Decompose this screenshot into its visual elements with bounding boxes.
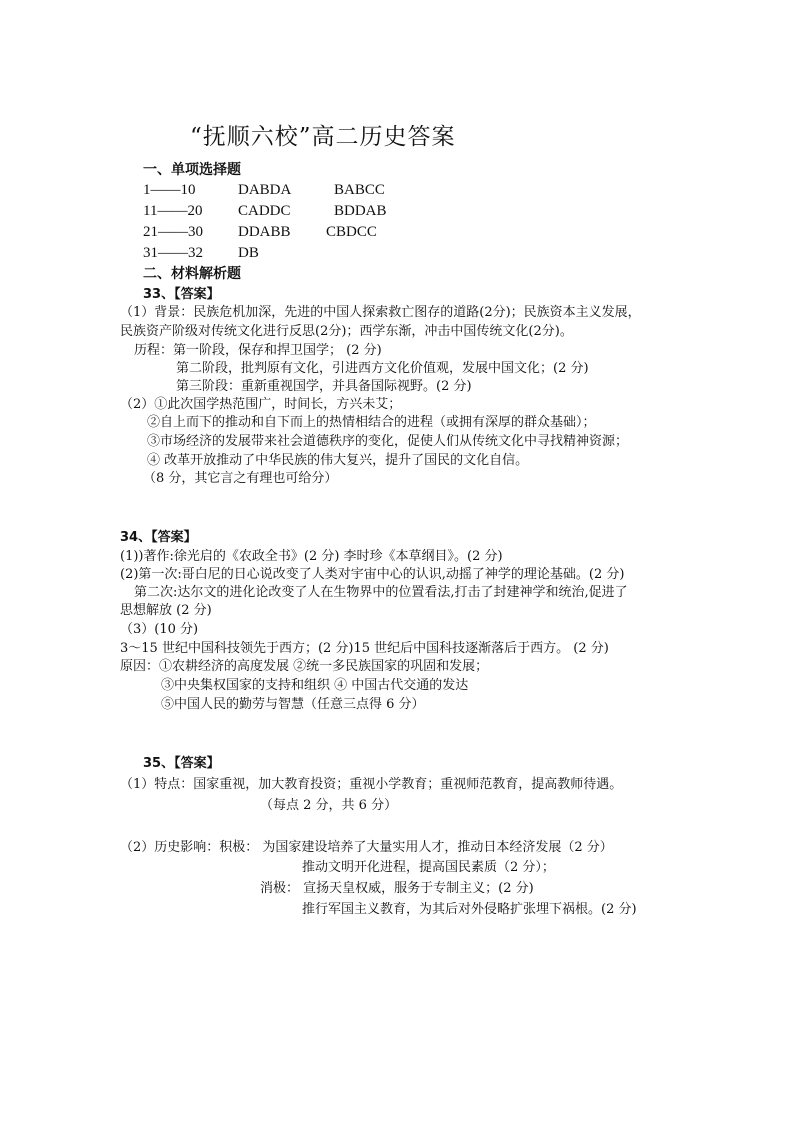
q33-line: ②自上而下的推动和自下而上的热情相结合的进程（或拥有深厚的群众基础）； — [147, 415, 596, 430]
q34-line: 思想解放 (2 分) — [120, 603, 212, 618]
page-title: “抚顺六校”高二历史答案 — [190, 124, 456, 150]
q34-line: （3）(10 分) — [120, 622, 199, 637]
q33-line: 第三阶段：重新重视国学，并具备国际视野。(2 分) — [176, 379, 472, 394]
q33-line: （2）①此次国学热范围广，时间长，方兴未艾； — [120, 397, 402, 412]
answer-group-a: DB — [238, 245, 259, 261]
q35-line: （1）特点：国家重视，加大教育投资；重视小学教育；重视师范教育，提高教师待遇。 — [120, 777, 623, 792]
q35-line: 消极： 宣扬天皇权威，服务于专制主义；(2 分) — [260, 881, 534, 896]
q33-line: ④ 改革开放推动了中华民族的伟大复兴，提升了国民的文化自信。 — [147, 453, 529, 468]
q34-line: 3～15 世纪中国科技领先于西方；(2 分)15 世纪后中国科技逐渐落后于西方。 (2 分) — [120, 641, 609, 656]
answer-range: 21——30 — [143, 224, 203, 240]
q33-line: 民族资产阶级对传统文化进行反思(2分)；西学东渐，冲击中国传统文化(2分)。 — [120, 324, 573, 339]
answer-group-b: CBDCC — [326, 224, 377, 240]
q33-line: 历程：第一阶段，保存和捍卫国学； (2 分) — [134, 343, 382, 358]
q35-line: 推行军国主义教育，为其后对外侵略扩张埋下祸根。(2 分) — [302, 902, 637, 917]
section-heading-material-analysis: 二、材料解析题 — [143, 266, 241, 282]
q35-line: （每点 2 分，共 6 分） — [260, 798, 398, 813]
answer-range: 1——10 — [143, 182, 196, 198]
q33-line: ③市场经济的发展带来社会道德秩序的变化，促使人们从传统文化中寻找精神资源； — [147, 434, 629, 449]
q34-line: ③中央集权国家的支持和组织 ④ 中国古代交通的发达 — [161, 678, 469, 693]
answer-group-a: CADDC — [238, 203, 291, 219]
q35-line: 推动文明开化进程，提高国民素质（2 分）； — [302, 860, 555, 875]
answer-range: 31——32 — [143, 245, 203, 261]
q34-line: (1))著作:徐光启的《农政全书》(2 分) 李时珍《本草纲目》。(2 分) — [120, 549, 503, 564]
answer-group-b: BABCC — [334, 182, 385, 198]
answer-group-a: DDABB — [238, 224, 291, 240]
q34-line: ⑤中国人民的勤劳与智慧（任意三点得 6 分） — [161, 697, 425, 712]
question-35-label: 35、【答案】 — [143, 756, 220, 771]
q33-line: 第二阶段，批判原有文化，引进西方文化价值观，发展中国文化；(2 分) — [176, 361, 589, 376]
q34-line: 第二次:达尔文的进化论改变了人在生物界中的位置看法,打击了封建神学和统治,促进了 — [134, 585, 628, 600]
q34-line: (2)第一次:哥白尼的日心说改变了人类对宇宙中心的认识,动摇了神学的理论基础。(2 分) — [120, 567, 625, 582]
question-33-label: 33、【答案】 — [143, 287, 220, 302]
question-34-label: 34、【答案】 — [120, 530, 197, 545]
q35-line: （2）历史影响：积极： 为国家建设培养了大量实用人才，推动日本经济发展（2 分） — [120, 840, 613, 855]
section-heading-single-choice: 一、单项选择题 — [143, 162, 241, 178]
answer-range: 11——20 — [143, 203, 203, 219]
answer-group-b: BDDAB — [334, 203, 387, 219]
q33-line: （1）背景：民族危机加深，先进的中国人探索救亡图存的道路(2分)；民族资本主义发展， — [120, 305, 641, 320]
q34-line: 原因：①农耕经济的高度发展 ②统一多民族国家的巩固和发展； — [120, 659, 489, 674]
answer-group-a: DABDA — [238, 182, 292, 198]
q33-line: （8 分，其它言之有理也可给分） — [143, 471, 338, 486]
